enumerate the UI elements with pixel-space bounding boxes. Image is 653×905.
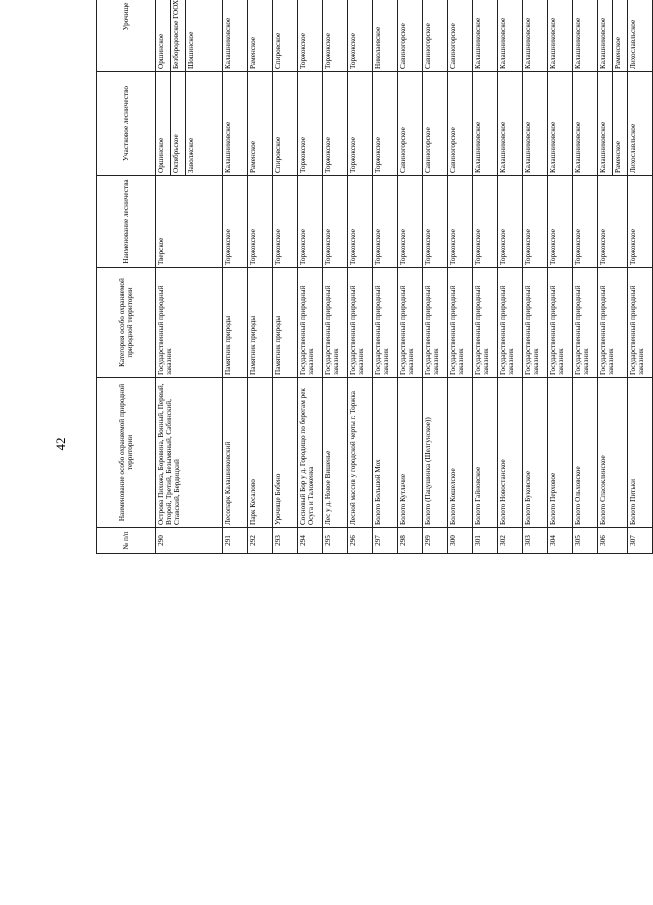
row-category: Государственный природный заказник — [398, 268, 423, 378]
row-name: Болото Кутлачие — [398, 378, 423, 528]
row-tract: Безбородовское ГООХ — [171, 0, 186, 72]
row-category: Государственный природный заказник — [598, 268, 628, 378]
page-number-text: 42 — [53, 437, 68, 451]
row-tract: Калашниковское — [473, 0, 498, 72]
table-row — [273, 0, 298, 554]
table-row — [248, 0, 273, 554]
row-num: 299 — [423, 528, 448, 554]
row-num: 307 — [628, 528, 653, 554]
row-name: Лесной массив у городской черты г. Торжка — [348, 378, 373, 528]
row-name: Болото (Пацушинка (Шелгунское)) — [423, 378, 448, 528]
row-tract: Калашниковское — [498, 0, 523, 72]
row-forestry: Торжокское — [373, 176, 398, 268]
row-tract: Торжокское — [298, 0, 323, 72]
row-district: Раменское — [613, 72, 628, 176]
row-forestry: Торжокское — [273, 176, 298, 268]
table-row — [473, 0, 498, 554]
row-name: Парк Кесалово — [248, 378, 273, 528]
oopt-table — [96, 0, 653, 554]
row-name: Болото Кошелское — [448, 378, 473, 528]
row-tract: Калашниковское — [223, 0, 248, 72]
row-district: Спировское — [273, 72, 298, 176]
row-num: 298 — [398, 528, 423, 554]
row-forestry: Тверское — [156, 176, 223, 268]
row-district: Лихославльское — [628, 72, 653, 176]
table-row — [498, 0, 523, 554]
table-row — [423, 0, 448, 554]
row-forestry: Торжокское — [523, 176, 548, 268]
table-row — [548, 0, 573, 554]
row-tract: Торжокское — [323, 0, 348, 72]
row-name: Болото Ольховское — [573, 378, 598, 528]
row-category: Государственный природный заказник — [523, 268, 548, 378]
row-category: Государственный природный заказник — [423, 268, 448, 378]
row-district: Раменское — [248, 72, 273, 176]
row-category: Памятник природы — [273, 268, 298, 378]
table-row — [573, 0, 598, 554]
row-tract: Лихославльское — [628, 0, 653, 72]
row-tract: Савиногорское — [423, 0, 448, 72]
row-category: Памятник природы — [223, 268, 248, 378]
row-name: Острова Пихожа, Боровина, Вонный, Первый, Второй, Третий, Безымяный, Сабинский, Ставский, Бердицкий — [156, 378, 223, 528]
header-name: Наименование особо охраняемой природной территории — [97, 378, 156, 528]
row-num: 290 — [156, 528, 223, 554]
row-district: Савиногорское — [423, 72, 448, 176]
row-num: 301 — [473, 528, 498, 554]
row-tract: Савиногорское — [398, 0, 423, 72]
row-tract: Оршинское — [156, 0, 171, 72]
row-category: Государственный природный заказник — [548, 268, 573, 378]
row-name: Болото Перховое — [548, 378, 573, 528]
row-forestry: Торжокское — [423, 176, 448, 268]
row-forestry: Торжокское — [548, 176, 573, 268]
row-tract: Калашниковское — [548, 0, 573, 72]
row-name: Лес у д. Новое Вишенье — [323, 378, 348, 528]
header-num: № п/п — [97, 528, 156, 554]
table-row — [373, 0, 398, 554]
row-category: Государственный природный заказник — [298, 268, 323, 378]
page-number — [54, 433, 68, 455]
row-forestry: Торжокское — [598, 176, 628, 268]
rotated-table — [96, 0, 645, 554]
row-forestry: Торжокское — [398, 176, 423, 268]
row-district: Калашниковское — [573, 72, 598, 176]
row-category: Государственный природный заказник — [448, 268, 473, 378]
row-district: Калашниковское — [523, 72, 548, 176]
row-name: Болото Спасоклинское — [598, 378, 628, 528]
row-tract: Шошинское — [186, 0, 223, 72]
row-district: Торжокское — [348, 72, 373, 176]
row-district: Калашниковское — [548, 72, 573, 176]
row-district: Калашниковское — [498, 72, 523, 176]
row-num: 293 — [273, 528, 298, 554]
row-forestry: Торжокское — [348, 176, 373, 268]
row-forestry: Торжокское — [323, 176, 348, 268]
row-num: 296 — [348, 528, 373, 554]
row-num: 303 — [523, 528, 548, 554]
row-forestry: Торжокское — [498, 176, 523, 268]
table-row — [156, 0, 171, 554]
row-tract: Савиногорское — [448, 0, 473, 72]
table-container — [96, 0, 645, 870]
row-num: 304 — [548, 528, 573, 554]
row-name: Болото Новостанское — [498, 378, 523, 528]
row-num: 300 — [448, 528, 473, 554]
table-row — [398, 0, 423, 554]
row-district: Калашниковское — [598, 72, 613, 176]
table-row — [323, 0, 348, 554]
row-tract: Спировское — [273, 0, 298, 72]
row-district: Торжокское — [298, 72, 323, 176]
row-num: 294 — [298, 528, 323, 554]
table-header-row — [97, 0, 156, 554]
row-district: Торжокское — [323, 72, 348, 176]
row-num: 302 — [498, 528, 523, 554]
row-num: 295 — [323, 528, 348, 554]
row-district: Савиногорское — [398, 72, 423, 176]
row-district: Октябрьское — [171, 72, 186, 176]
row-district: Оршинское — [156, 72, 171, 176]
row-forestry: Торжокское — [573, 176, 598, 268]
table-row — [523, 0, 548, 554]
header-category: Категория особо охраняемой природной территории — [97, 268, 156, 378]
table-row — [298, 0, 323, 554]
row-forestry: Торжокское — [223, 176, 248, 268]
row-name: Болото Буковское — [523, 378, 548, 528]
table-row — [598, 0, 613, 554]
row-name: Болото Большой Мох — [373, 378, 398, 528]
row-category: Государственный природный заказник — [573, 268, 598, 378]
row-name: Болото Гайновское — [473, 378, 498, 528]
row-tract: Калашниковское — [598, 0, 613, 72]
table-row — [448, 0, 473, 554]
row-tract: Калашниковское — [573, 0, 598, 72]
row-district: Савиногорское — [448, 72, 473, 176]
row-category: Государственный природный заказник — [498, 268, 523, 378]
table-row — [348, 0, 373, 554]
row-num: 297 — [373, 528, 398, 554]
header-forestry: Наименование лесничества — [97, 176, 156, 268]
row-district: Торжокское — [373, 72, 398, 176]
header-district: Участковое лесничество — [97, 72, 156, 176]
row-name: Сосновый Бор у д. Городищо по берегам рек Осуга и Таложенка — [298, 378, 323, 528]
row-name: Урочище Бобено — [273, 378, 298, 528]
row-num: 306 — [598, 528, 628, 554]
row-category: Государственный природный заказник — [156, 268, 223, 378]
row-category: Государственный природный заказник — [373, 268, 398, 378]
row-category: Государственный природный заказник — [348, 268, 373, 378]
row-district: Заволжское — [186, 72, 223, 176]
row-tract: Раменское — [248, 0, 273, 72]
row-category: Государственный природный заказник — [628, 268, 653, 378]
table-row — [628, 0, 653, 554]
row-forestry: Торжокское — [248, 176, 273, 268]
row-tract: Калашниковское — [523, 0, 548, 72]
row-num: 291 — [223, 528, 248, 554]
row-name: Болото Питьки — [628, 378, 653, 528]
row-category: Памятник природы — [248, 268, 273, 378]
row-category: Государственный природный заказник — [323, 268, 348, 378]
row-num: 292 — [248, 528, 273, 554]
table-row — [223, 0, 248, 554]
row-tract: Торжокское — [348, 0, 373, 72]
header-tract: Урочище — [97, 0, 156, 72]
row-forestry: Торжокское — [628, 176, 653, 268]
row-forestry: Торжокское — [448, 176, 473, 268]
row-tract: Николаевское — [373, 0, 398, 72]
row-forestry: Торжокское — [473, 176, 498, 268]
row-tract: Раменское — [613, 0, 628, 72]
row-district: Калашниковское — [473, 72, 498, 176]
row-name: Лесопарк Калашниковский — [223, 378, 248, 528]
row-forestry: Торжокское — [298, 176, 323, 268]
row-district: Калашниковское — [223, 72, 248, 176]
row-category: Государственный природный заказник — [473, 268, 498, 378]
row-num: 305 — [573, 528, 598, 554]
